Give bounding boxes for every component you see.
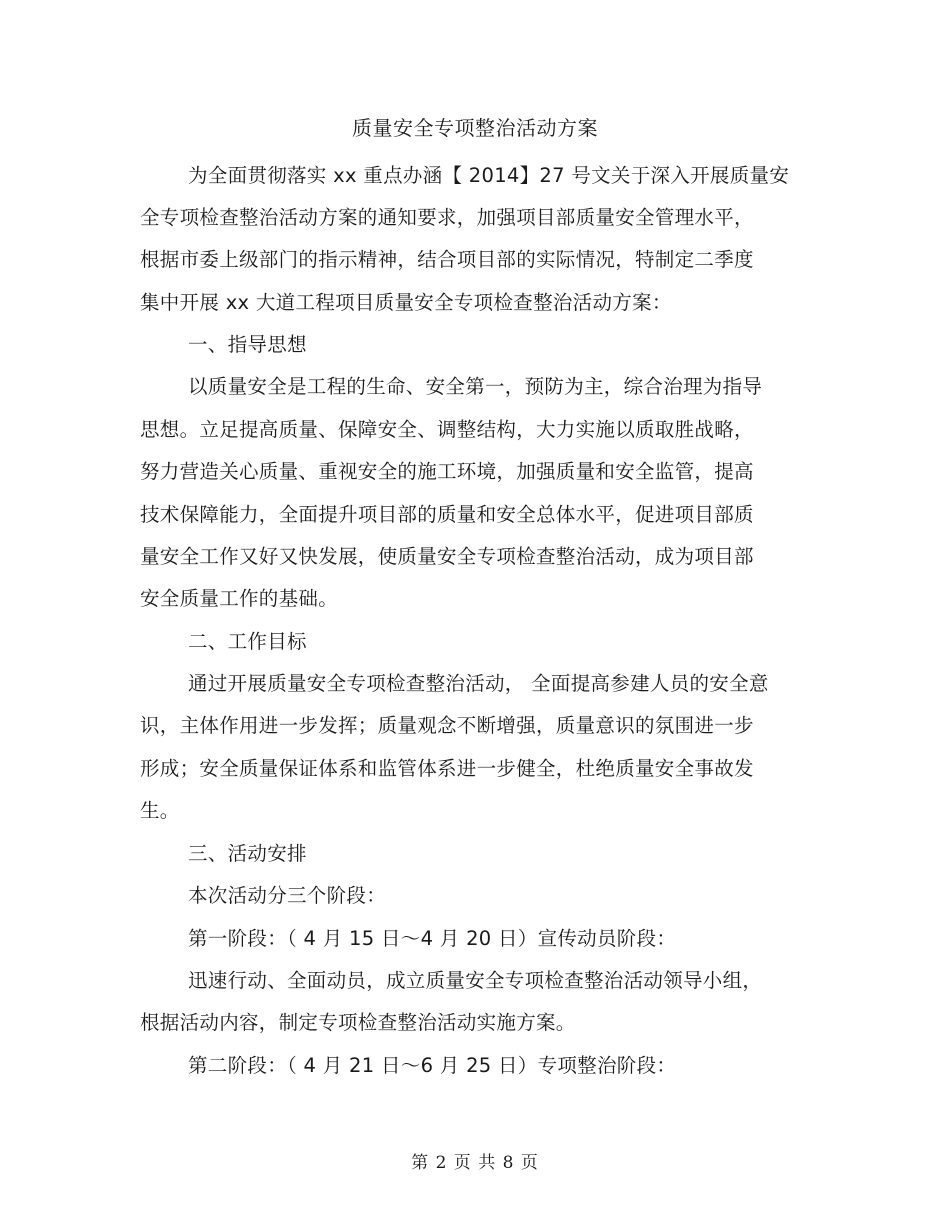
paragraph-line: 量安全工作又好又快发展，使质量安全专项检查整治活动，成为项目部 xyxy=(140,545,754,568)
paragraph-line: 思想。立足提高质量、保障安全、调整结构，大力实施以质取胜战略， xyxy=(140,418,754,441)
paragraph-line: 迅速行动、全面动员，成立质量安全专项检查整治活动领导小组， xyxy=(188,969,763,992)
paragraph-line: 通过开展质量安全专项检查整治活动， 全面提高参建人员的安全意 xyxy=(188,672,769,695)
paragraph-line: 根据活动内容，制定专项检查整治活动实施方案。 xyxy=(140,1011,576,1034)
paragraph-line: 安全质量工作的基础。 xyxy=(140,587,339,610)
section-heading: 二、工作目标 xyxy=(188,630,307,653)
section-heading: 一、指导思想 xyxy=(188,333,307,356)
paragraph-line: 努力营造关心质量、重视安全的施工环境，加强质量和安全监管，提高 xyxy=(140,460,754,483)
paragraph-line: 全专项检查整治活动方案的通知要求，加强项目部质量安全管理水平， xyxy=(140,206,754,229)
document-title: 质量安全专项整治活动方案 xyxy=(352,116,598,140)
paragraph-line: 根据市委上级部门的指示精神，结合项目部的实际情况，特制定二季度 xyxy=(140,248,754,271)
page-number-footer: 第 2 页 共 8 页 xyxy=(411,1153,539,1173)
section-heading: 三、活动安排 xyxy=(188,842,307,865)
paragraph-line: 技术保障能力，全面提升项目部的质量和安全总体水平，促进项目部质 xyxy=(140,503,754,526)
paragraph-line: 第二阶段：（ 4 月 21 日～6 月 25 日）专项整治阶段： xyxy=(188,1054,677,1077)
paragraph-line: 第一阶段：（ 4 月 15 日～4 月 20 日）宣传动员阶段： xyxy=(188,927,677,950)
paragraph-line: 形成；安全质量保证体系和监管体系进一步健全，杜绝质量安全事故发 xyxy=(140,757,754,780)
paragraph-line: 集中开展 xx 大道工程项目质量安全专项检查整治活动方案： xyxy=(140,291,672,314)
paragraph-line: 以质量安全是工程的生命、安全第一，预防为主，综合治理为指导 xyxy=(188,375,763,398)
paragraph-line: 本次活动分三个阶段： xyxy=(188,884,387,907)
paragraph-line: 为全面贯彻落实 xx 重点办涵【 2014】27 号文关于深入开展质量安 xyxy=(188,164,790,187)
paragraph-line: 生。 xyxy=(140,799,180,822)
paragraph-line: 识，主体作用进一步发挥；质量观念不断增强，质量意识的氛围进一步 xyxy=(140,714,754,737)
